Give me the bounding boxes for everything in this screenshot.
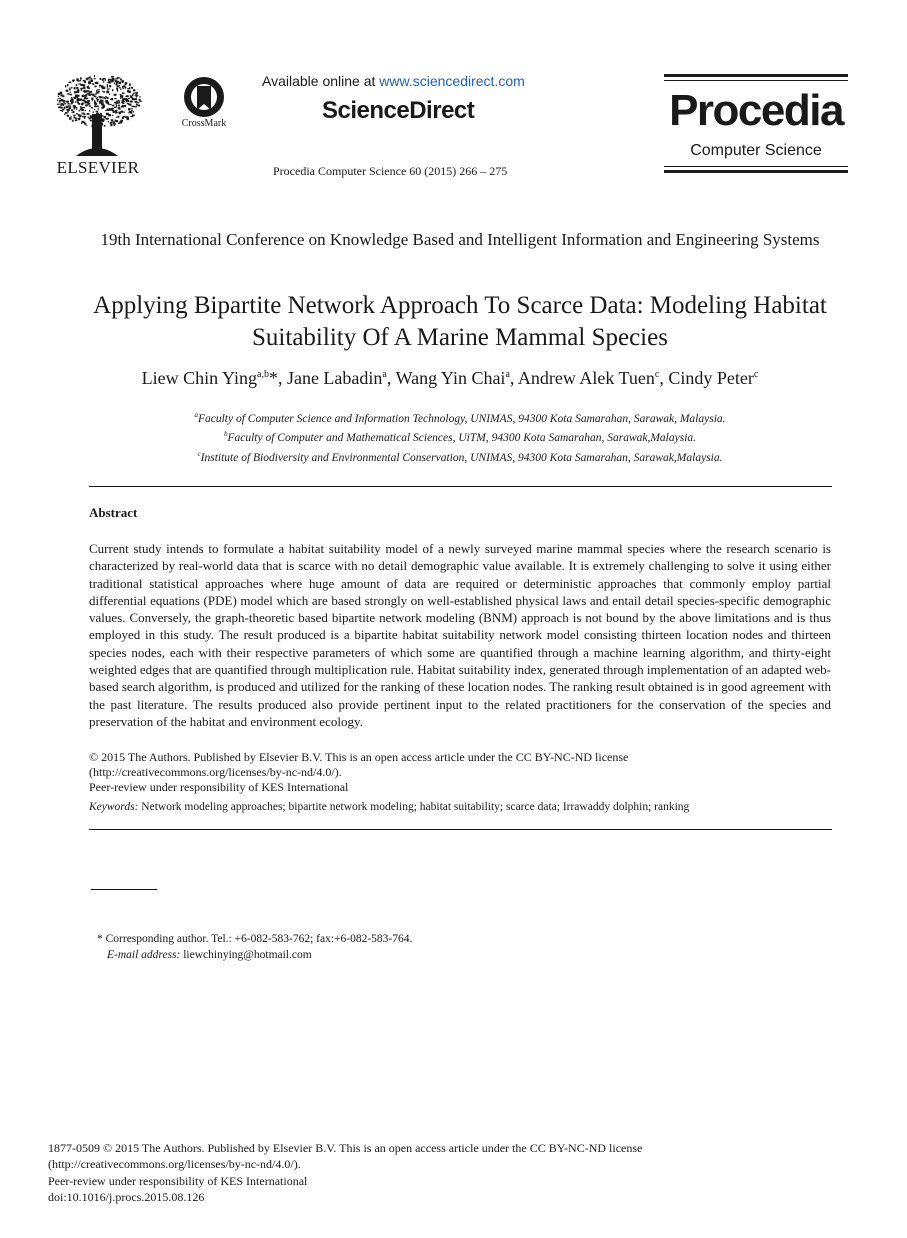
elsevier-tree-icon (54, 74, 142, 156)
logo-rule (664, 170, 848, 173)
procedia-wordmark: Procedia (669, 86, 843, 135)
procedia-subtitle: Computer Science (690, 142, 822, 159)
availability-prefix: Available online at (262, 73, 380, 89)
author-name: Jane Labadin (286, 368, 383, 388)
section-divider (89, 486, 832, 487)
logo-rule (664, 80, 848, 81)
author-separator: , (386, 368, 396, 388)
elsevier-wordmark: ELSEVIER (56, 158, 140, 177)
author-affiliation-mark: a,b (257, 369, 269, 380)
corresponding-mark: * (268, 368, 278, 388)
doi-line[interactable]: doi:10.1016/j.procs.2015.08.126 (48, 1189, 205, 1204)
author-affiliation-mark: c (753, 369, 759, 380)
elsevier-logo (50, 74, 146, 180)
affiliation (80, 447, 840, 466)
abstract-heading: Abstract (89, 505, 138, 520)
abstract-text: Current study intends to formulate a habitat suitability model of a newly surveyed marine mammal species where the research scenario is characterized by real-world data that is scarce with no detail demographic value available. It is extremely challenging to solve it using either traditional statistical approaches where huge amount of data are required or deterministic approaches that commonly employ partial differential equations (PDE) model which are based strongly on well-established physical laws and entail detail species-specific demographic values. Conversely, the graph-theoretic based bipartite network modeling (BNM) approach is not bound by the above limitations and is thus employed in this study. The result produced is a bipartite habitat suitability network model consisting thirteen location nodes and thirteen species nodes, each with their respective parameters of which some are quantified through a machine learning algorithm, and thirty-eight weighted edges that are quantified through multiplication rule. Habitat suitability index, generated through implementation of an adapted web-based search algorithm, is produced and utilized for the ranking of these location nodes. The ranking result obtained is in good agreement with the past literature. The results produced also provide pertinent input to the related practitioners for the conservation of the species and preservation of the habitat and environment ecology. (89, 541, 831, 729)
logo-rule (664, 166, 848, 167)
conference-name: 19th International Conference on Knowledge Based and Intelligent Information and Engineering Systems (100, 230, 820, 249)
keywords (89, 800, 831, 815)
bottom-metadata (48, 1140, 808, 1205)
affiliation (80, 427, 840, 446)
author-separator: , (659, 368, 669, 388)
affiliation-text: Institute of Biodiversity and Environmental Conservation, UNIMAS, 94300 Kota Samarahan, Sarawak,Malaysia. (200, 451, 723, 464)
availability-line (262, 73, 525, 89)
license-line: © 2015 The Authors. Published by Elsevier B.V. This is an open access article under the CC BY-NC-ND license (89, 750, 629, 764)
peer-review-line: Peer-review under responsibility of KES International (89, 780, 349, 794)
issn-license-line: 1877-0509 © 2015 The Authors. Published by Elsevier B.V. This is an open access article under the CC BY-NC-ND license (48, 1141, 643, 1155)
logo-rule (664, 74, 848, 77)
author-name: Liew Chin Ying (141, 368, 257, 388)
author-separator: , (277, 368, 287, 388)
author-affiliation-mark: c (654, 369, 660, 380)
affiliation (80, 408, 840, 427)
author-separator: , (509, 368, 518, 388)
author-name: Wang Yin Chai (395, 368, 506, 388)
keywords-label: Keywords: (89, 801, 139, 813)
license-notice (89, 750, 831, 795)
crossmark-logo[interactable] (172, 76, 236, 132)
license-url[interactable]: (http://creativecommons.org/licenses/by-nc-nd/4.0/). (48, 1157, 301, 1172)
crossmark-label: CrossMark (181, 118, 227, 129)
corresponding-author: * Corresponding author. Tel.: +6-082-583-762; fax:+6-082-583-764. (97, 933, 413, 945)
sciencedirect-link[interactable]: www.sciencedirect.com (379, 73, 525, 89)
procedia-logo (664, 74, 848, 174)
license-url[interactable]: (http://creativecommons.org/licenses/by-nc-nd/4.0/). (89, 765, 342, 779)
author-name: Andrew Alek Tuen (517, 368, 655, 388)
email-address[interactable]: liewchinying@hotmail.com (183, 948, 312, 961)
affiliation-text: Faculty of Computer Science and Information Technology, UNIMAS, 94300 Kota Samarahan, Sarawak, Malaysia. (197, 412, 726, 425)
sciencedirect-wordmark: ScienceDirect (322, 97, 475, 124)
footnote-rule (91, 889, 157, 890)
affiliation-mark: b (223, 430, 228, 439)
author-affiliation-mark: a (505, 369, 510, 380)
affiliation-list (80, 408, 840, 466)
peer-review-line: Peer-review under responsibility of KES International (48, 1173, 308, 1188)
affiliation-mark: c (197, 449, 201, 458)
paper-title: Applying Bipartite Network Approach To Scarce Data: Modeling Habitat Suitability Of A Marine Mammal Species (93, 292, 827, 351)
author-affiliation-mark: a (382, 369, 387, 380)
section-divider (89, 829, 832, 830)
footnote (97, 932, 797, 963)
crossmark-icon (182, 76, 226, 118)
author-list (60, 368, 840, 389)
journal-reference: Procedia Computer Science 60 (2015) 266 – 275 (273, 164, 508, 178)
email-line (97, 948, 797, 964)
affiliation-text: Faculty of Computer and Mathematical Sciences, UiTM, 94300 Kota Samarahan, Sarawak,Malaysia. (227, 432, 697, 445)
keywords-list: Network modeling approaches; bipartite network modeling; habitat suitability; scarce data; Irrawaddy dolphin; ranking (141, 801, 690, 813)
email-label: E-mail address: (107, 948, 181, 961)
author-name: Cindy Peter (668, 368, 754, 388)
affiliation-mark: a (194, 411, 198, 419)
